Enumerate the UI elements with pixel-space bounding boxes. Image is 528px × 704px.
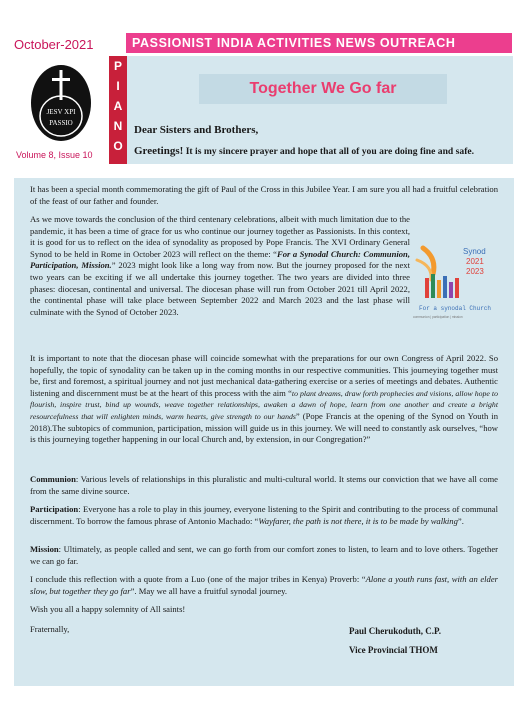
synod-logo xyxy=(403,240,503,322)
synod-caption: For a synodal Church xyxy=(419,305,492,312)
label-mission: Mission xyxy=(30,544,59,554)
piano-letter: A xyxy=(113,99,123,113)
paragraph-intro: It has been a special month commemorating the gift of Paul of the Cross in this Jubilee Year. I am sure you all had a fruitful celebration of the feast of our father and founder. xyxy=(30,184,498,206)
greeting xyxy=(134,145,474,157)
pope-quote: to plant dreams, draw forth prophecies and visions, allow hope to flourish, inspire trust, bind up wounds, weave together relationships, awaken a dawn of hope, learn from one another and create a bright resourcefulness that will enlighten minds, warm hearts, give strength to our hands xyxy=(30,388,498,421)
label-participation: Participation xyxy=(30,504,79,514)
paragraph-mission: Mission: Ultimately, as people called and sent, we can go forth from our comfort zones to listen, to learn and to love others. Together we can go far. xyxy=(30,544,498,566)
piano-letter: N xyxy=(113,119,123,133)
issue-date: October-2021 xyxy=(14,37,94,52)
paragraph-diocesan-phase: It is important to note that the diocesan phase will coincide somewhat with the preparations for our own Congress of April 2022. So hopefully, the topic of synodality can be taken up in the coming months in our respective communities. This journeying together must be, first and foremost, a spiritual journey and not just mechanical data-gathering exercise or a series of meetings and debates. Authentic listening and discernment must be at the heart of this process with the aim “to plant dreams, draw forth prophecies and visions, allow hope to flourish, inspire trust, bind up wounds, weave together relationships, awaken a dawn of hope, learn from one another and create a bright resourcefulness that will enlighten minds, warm hearts, give strength to our hands” (Pope Francis at the opening of the Synod on Youth in 2018).The subtopics of communion, participation, mission will guide us in this journey. We will need to constantly ask ourselves, “how is this journeying together happening in our local Church and, by extension, in our Congregation?” xyxy=(30,353,498,445)
logo-text-top: JESV XPI xyxy=(46,108,76,116)
greeting-text: It is my sincere prayer and hope that all of you are doing fine and safe. xyxy=(183,146,475,157)
article-title: Together We Go far xyxy=(199,74,447,104)
signature-name: Paul Cherukoduth, C.P. xyxy=(349,626,441,636)
piano-letter: O xyxy=(113,139,123,153)
synod-subcaption: communion | participation | mission xyxy=(413,315,463,319)
piano-vertical-label xyxy=(109,56,127,164)
piano-letter: I xyxy=(116,79,120,93)
synod-line2: 2021 xyxy=(466,257,484,266)
greeting-lead: Greetings! xyxy=(134,145,184,157)
signature-title: Vice Provincial THOM xyxy=(349,645,438,655)
machado-quote: Wayfarer, the path is not there, it is to be made by walking xyxy=(258,515,458,526)
label-communion: Communion xyxy=(30,474,76,484)
synod-theme: For a Synodal Church: Communion, Participation, Mission. xyxy=(30,248,410,271)
paragraph-participation: Participation: Everyone has a role to play in this journey, everyone listening to the Spirit and contributing to the process of communal discernment. To borrow the famous phrase of Antonio Machado: “Wayfarer, the path is not there, it is to be made by walking”. xyxy=(30,504,498,526)
passionist-logo xyxy=(14,56,109,164)
logo-text-bottom: PASSIO xyxy=(49,119,73,127)
salutation: Dear Sisters and Brothers, xyxy=(134,124,259,136)
synod-line3: 2023 xyxy=(466,267,484,276)
paragraph-conclusion: I conclude this reflection with a quote from a Luo (one of the major tribes in Kenya) Proverb: “Alone a youth runs fast, with an elder slow, but together they go far”. May we all have a fruitful synodal journey. xyxy=(30,574,498,596)
closing: Fraternally, xyxy=(30,624,70,634)
paragraph-communion: Communion: Various levels of relationships in this pluralistic and multi-cultural world. It stems our conviction that we have all come from the same divine source. xyxy=(30,474,498,496)
paragraph-synod: As we move towards the conclusion of the third centenary celebrations, albeit with much limitation due to the pandemic, it has been a time of grace for us who continue our journey together as Passionists. In this context, it is good for us to reflect on the idea of synodality as proposed by Pope Francis. The XVI Ordinary General Synod to be held in Rome in October 2023 will reflect on the theme: “For a Synodal Church: Communion, Participation, Mission.” 2023 might look like a long way from now. But the journey proposed for the next two years can be exciting if we all undertake this journey together. The two years are divided into three phases: diocesan, continental and universal. The diocesan phase will run from October 2021 till April 2022, the continental phase will take place between September 2022 and March 2023 and the last phase will culminate with the Synod of October 2023. xyxy=(30,214,410,317)
piano-letter: P xyxy=(113,59,122,73)
newsletter-banner: PASSIONIST INDIA ACTIVITIES NEWS OUTREACH xyxy=(126,33,512,53)
luo-proverb: Alone a youth runs fast, with an elder slow, but together they go far xyxy=(30,574,498,596)
paragraph-wishes: Wish you all a happy solemnity of All saints! xyxy=(30,604,186,614)
volume-issue: Volume 8, Issue 10 xyxy=(16,150,93,160)
synod-line1: Synod xyxy=(463,247,486,256)
